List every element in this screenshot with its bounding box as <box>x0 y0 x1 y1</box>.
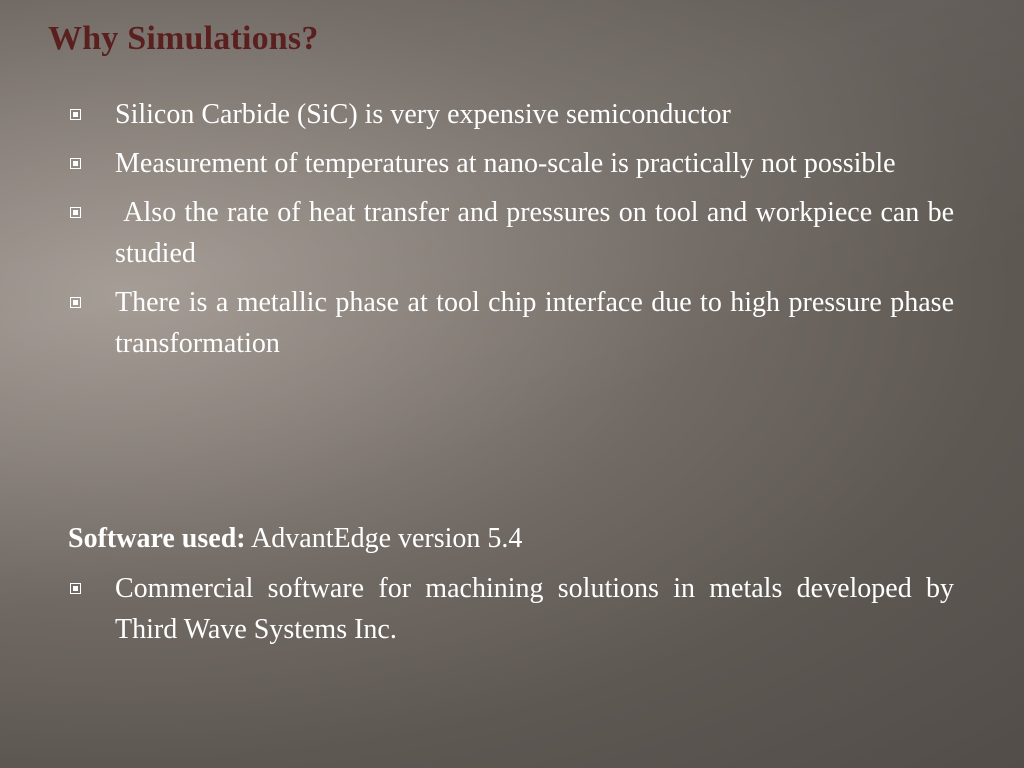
bullet-text: Measurement of temperatures at nano-scale is practically not possible <box>115 148 896 179</box>
software-used-value: AdvantEdge version 5.4 <box>245 523 523 554</box>
slide-title: Why Simulations? <box>48 20 319 57</box>
bullet-item <box>66 568 954 650</box>
square-bullet-icon <box>70 207 81 218</box>
bullet-item <box>66 192 962 274</box>
bullet-list <box>66 94 962 372</box>
square-bullet-icon <box>70 158 81 169</box>
square-bullet-icon <box>70 583 81 594</box>
bullet-text: Commercial software for machining solutions in metals developed by Third Wave Systems Inc. <box>115 573 954 645</box>
square-bullet-icon <box>70 109 81 120</box>
bullet-text: Silicon Carbide (SiC) is very expensive semiconductor <box>115 99 731 130</box>
bullet-text: There is a metallic phase at tool chip interface due to high pressure phase transformation <box>115 287 954 359</box>
bullet-text: Also the rate of heat transfer and pressures on tool and workpiece can be studied <box>115 197 962 269</box>
software-used-line <box>68 518 522 559</box>
bullet-item <box>66 143 954 184</box>
bullet-item <box>66 282 954 364</box>
square-bullet-icon <box>70 297 81 308</box>
bullet-item <box>66 94 954 135</box>
software-used-label: Software used: <box>68 523 246 554</box>
software-bullet-list <box>66 568 954 658</box>
